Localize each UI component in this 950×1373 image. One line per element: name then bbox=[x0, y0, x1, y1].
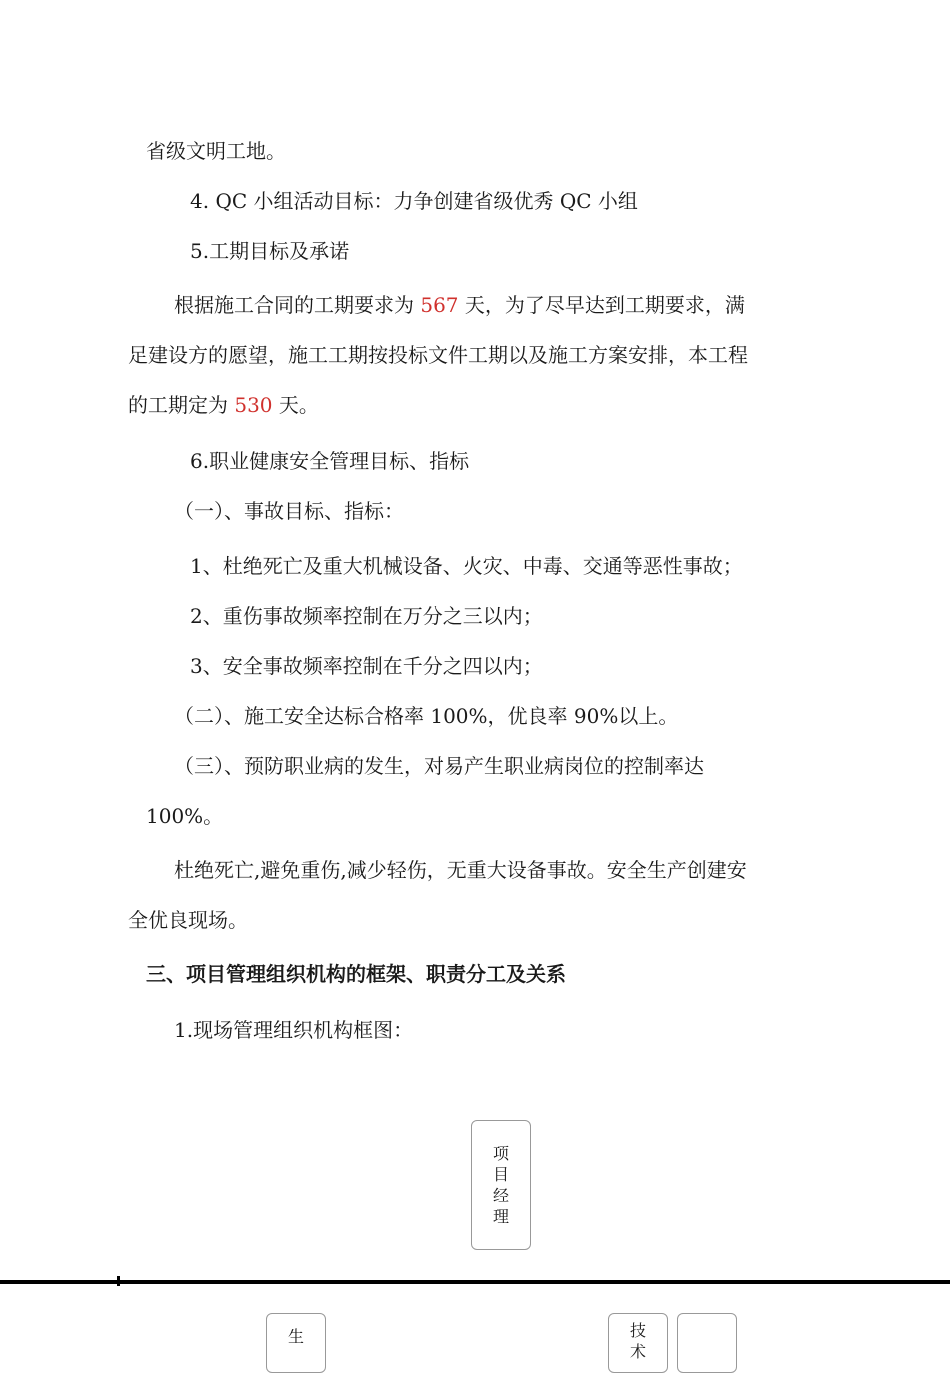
project-manager-label: 项目经理 bbox=[493, 1144, 510, 1226]
paragraph-line bbox=[128, 393, 319, 417]
section-heading: 三、项目管理组织机构的框架、职责分工及关系 bbox=[146, 962, 566, 986]
production-box bbox=[266, 1313, 326, 1373]
list-item: 2、重伤事故频率控制在万分之三以内； bbox=[190, 604, 543, 628]
text-line: 5.工期目标及承诺 bbox=[190, 239, 350, 263]
text-line: 全优良现场。 bbox=[128, 908, 248, 932]
org-connector-line bbox=[0, 1280, 950, 1284]
production-label: 生 bbox=[288, 1327, 305, 1346]
text-fragment: 天。 bbox=[272, 393, 319, 417]
paragraph-line: 足建设方的愿望，施工工期按投标文件工期以及施工方案安排，本工程 bbox=[128, 343, 748, 367]
text-line: 4. QC 小组活动目标：力争创建省级优秀 QC 小组 bbox=[190, 189, 638, 213]
text-line: 杜绝死亡,避免重伤,减少轻伤，无重大设备事故。安全生产创建安 bbox=[174, 858, 747, 882]
list-item: 1、杜绝死亡及重大机械设备、火灾、中毒、交通等恶性事故； bbox=[190, 554, 743, 578]
list-item: 3、安全事故频率控制在千分之四以内； bbox=[190, 654, 543, 678]
paragraph-line bbox=[174, 293, 745, 317]
project-manager-box bbox=[471, 1120, 531, 1250]
text-line: 6.职业健康安全管理目标、指标 bbox=[190, 449, 470, 473]
text-fragment: 根据施工合同的工期要求为 bbox=[174, 293, 421, 317]
duration-days-value: 567 bbox=[420, 293, 459, 317]
text-fragment: 天，为了尽早达到工期要求，满 bbox=[458, 293, 745, 317]
text-line: （三）、预防职业病的发生，对易产生职业病岗位的控制率达 bbox=[174, 754, 704, 778]
technical-box bbox=[608, 1313, 668, 1373]
text-line: 100%。 bbox=[146, 804, 224, 828]
text-line: （二）、施工安全达标合格率 100%，优良率 90%以上。 bbox=[174, 704, 679, 728]
department-box bbox=[677, 1313, 737, 1373]
text-fragment: 的工期定为 bbox=[128, 393, 235, 417]
org-connector-tick bbox=[117, 1276, 120, 1286]
text-line: 1.现场管理组织机构框图： bbox=[174, 1018, 414, 1042]
text-line: 省级文明工地。 bbox=[146, 139, 286, 163]
text-line: （一）、事故目标、指标： bbox=[174, 499, 404, 523]
planned-days-value: 530 bbox=[234, 393, 273, 417]
technical-label: 技术 bbox=[630, 1321, 647, 1361]
